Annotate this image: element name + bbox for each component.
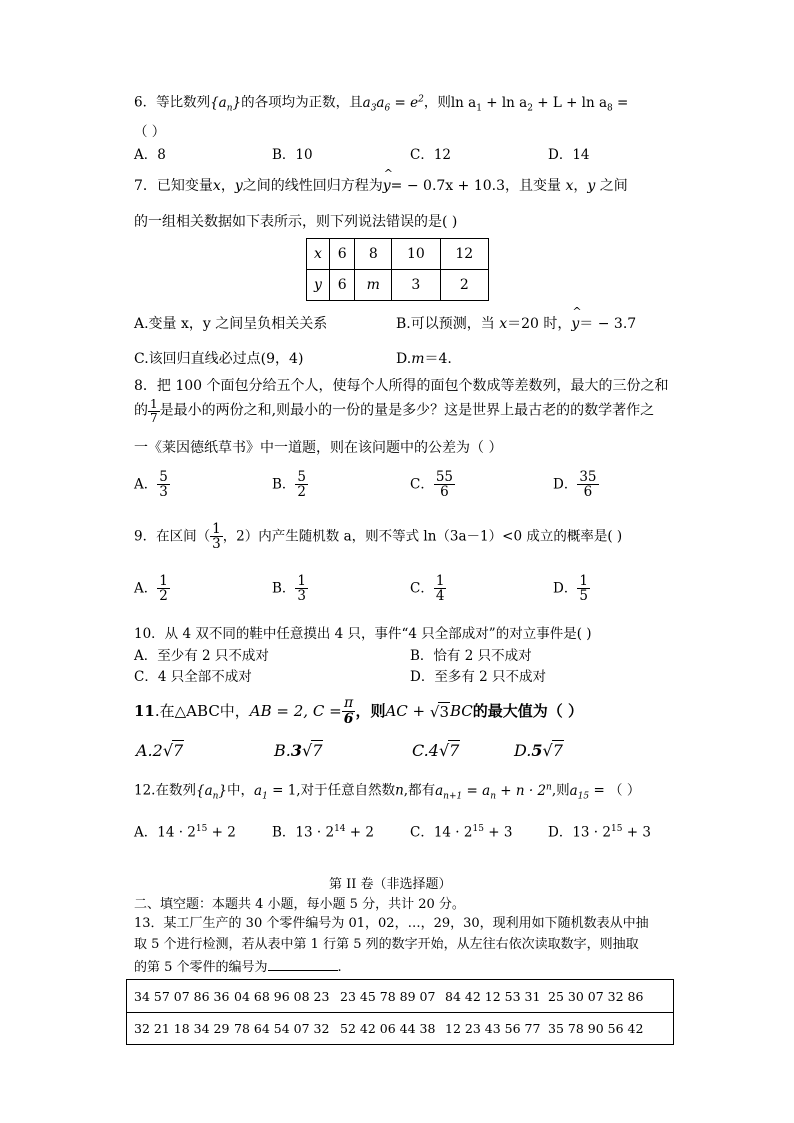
q11-option-d: D.5√7 <box>514 741 563 760</box>
table-cell: 6 <box>329 270 355 301</box>
q7-option-c: C.该回归直线必过点(9，4) <box>134 351 304 367</box>
q11-stem: 11.在△ABC中，AB = 2, C = $\frac{\pi}{6}$ ，则AC + √3BC的最大值为（ ） <box>134 695 583 727</box>
table-cell: 12 23 43 56 77 <box>445 1021 541 1036</box>
q10-stem: 10．从 4 双不同的鞋中任意摸出 4 只，事件“4 只全部成对”的对立事件是( ) <box>134 626 592 642</box>
q8-option-a: A． $\frac{5}{3}$ <box>134 469 168 501</box>
part2-title: 第 II 卷（非选择题） <box>329 877 452 892</box>
table-cell: 04 68 96 08 23 <box>234 989 330 1004</box>
q6-seq: $\{a_n\}$ <box>210 94 242 114</box>
table-cell: 84 42 12 53 31 <box>445 989 541 1004</box>
table-cell: 52 42 06 44 38 <box>340 1021 436 1036</box>
random-number-table <box>126 979 674 1045</box>
q8-line3: 一《莱因德纸草书》中一道题，则在该问题中的公差为（ ） <box>134 440 503 456</box>
table-cell: 2 <box>440 270 488 301</box>
q7-option-a: A.变量 x，y 之间呈负相关关系 <box>134 316 328 332</box>
q6-option-d: D．14 <box>548 147 590 163</box>
table-cell: 32 21 18 34 29 <box>134 1021 230 1036</box>
q9-option-d: D． $\frac{1}{5}$ <box>553 573 588 605</box>
q8-line1: 8．把 100 个面包分给五个人，使每个人所得的面包个数成等差数列，最大的三份之和 <box>134 378 669 394</box>
table-cell: 8 <box>355 239 392 270</box>
table-cell: 12 <box>440 239 488 270</box>
q6-stem-text: 6．等比数列 <box>134 94 211 111</box>
q11-option-c: C.4√7 <box>412 741 460 760</box>
q10-option-a: A．至少有 2 只不成对 <box>134 648 269 664</box>
q6-option-a: A．8 <box>134 147 166 163</box>
table-cell: x <box>307 239 330 270</box>
answer-blank <box>268 958 338 971</box>
q6-stem-text-c: ，则 <box>423 94 451 111</box>
q6-condition: $a_3a_6 = e^2$ <box>362 94 424 114</box>
q9-option-c: C． $\frac{1}{4}$ <box>410 573 445 605</box>
q10-option-d: D．至多有 2 只不成对 <box>410 669 546 685</box>
q8-option-b: B． $\frac{5}{2}$ <box>272 469 307 501</box>
q7-data-table <box>306 238 489 301</box>
q6-expression: $\ln a_1 + \ln a_2 + L + \ln a_8$ = <box>450 94 629 114</box>
table-cell: m <box>355 270 392 301</box>
table-cell: y <box>307 270 330 301</box>
q12-stem: 12.在数列$\{a_n\}$中，$a_1 = 1$,对于任意自然数n,都有$a_{n+1} = a_n + n \cdot 2^n$,则$a_{15}$ = （ ） <box>134 782 641 802</box>
table-cell: 35 78 90 56 42 <box>548 1021 644 1036</box>
q7-line2: 的一组相关数据如下表所示，则下列说法错误的是( ) <box>134 214 458 230</box>
q9-option-b: B． $\frac{1}{3}$ <box>272 573 307 605</box>
q7-option-b: B.可以预测，当 x＝20 时，^ y＝ − 3.7 <box>396 316 636 333</box>
table-cell: 34 57 07 86 36 <box>134 989 230 1004</box>
table-cell: 78 64 54 07 32 <box>234 1021 330 1036</box>
q8-option-d: D． $\frac{35}{6}$ <box>553 469 597 501</box>
table-cell: 25 30 07 32 86 <box>548 989 644 1004</box>
y-hat: ^ y <box>383 178 391 195</box>
q11-option-b: B.3√7 <box>274 741 323 760</box>
table-cell: 10 <box>392 239 440 270</box>
q11-option-a: A.2√7 <box>136 741 184 760</box>
q9-option-a: A． $\frac{1}{2}$ <box>134 573 168 605</box>
q6-stem <box>134 94 628 114</box>
q6-option-c: C．12 <box>410 147 452 163</box>
q12-option-c: C．$14 \cdot 2^{15} + 3$ <box>410 824 513 841</box>
q6-stem-text-b: 的各项均为正数，且 <box>241 94 363 111</box>
q10-option-c: C．4 只全部不成对 <box>134 669 252 685</box>
q13-line3: 的第 5 个零件的编号为 . <box>134 960 342 975</box>
q6-option-b: B．10 <box>272 147 313 163</box>
q13-line2: 取 5 个进行检测，若从表中第 1 行第 5 列的数字开始，从左往右依次读取数字，则抽取 <box>134 937 639 952</box>
q10-option-b: B．恰有 2 只不成对 <box>410 648 532 664</box>
table-row <box>127 980 673 1013</box>
q12-option-a: A．$14 \cdot 2^{15} + 2$ <box>134 824 236 841</box>
q9-stem: 9．在区间（ $\frac{1}{3}$ ，2）内产生随机数 a，则不等式 ln（3a－1）<0 成立的概率是( ) <box>134 521 623 553</box>
q7-stem: 7．已知变量x，y之间的线性回归方程为^ y= − 0.7x + 10.3，且变量 x，y 之间 <box>134 178 628 195</box>
q6-paren: （ ） <box>134 124 166 140</box>
q13-line1: 13．某工厂生产的 30 个零件编号为 01，02，…，29，30，现利用如下随机数表从中抽 <box>134 916 649 931</box>
section-heading: 二、填空题：本题共 4 小题，每小题 5 分，共计 20 分。 <box>134 897 465 912</box>
table-row <box>127 1012 673 1044</box>
q7-option-d: D.m＝4. <box>396 351 452 367</box>
q8-option-c: C． $\frac{55}{6}$ <box>410 469 454 501</box>
q12-option-b: B．$13 \cdot 2^{14} + 2$ <box>272 824 374 841</box>
q7-regression: = − 0.7x + 10.3 <box>390 178 505 194</box>
table-cell: 6 <box>329 239 355 270</box>
table-cell: 3 <box>392 270 440 301</box>
q12-option-d: D．$13 \cdot 2^{15} + 3$ <box>548 824 651 841</box>
table-cell: 23 45 78 89 07 <box>340 989 436 1004</box>
q8-line2: 的 $\frac{1}{7}$ 是最小的两份之和,则最小的一份的量是多少？这是世界上最古老的的数学著作之 <box>134 397 655 425</box>
fraction-1-7: $\frac{1}{7}$ <box>150 397 158 425</box>
